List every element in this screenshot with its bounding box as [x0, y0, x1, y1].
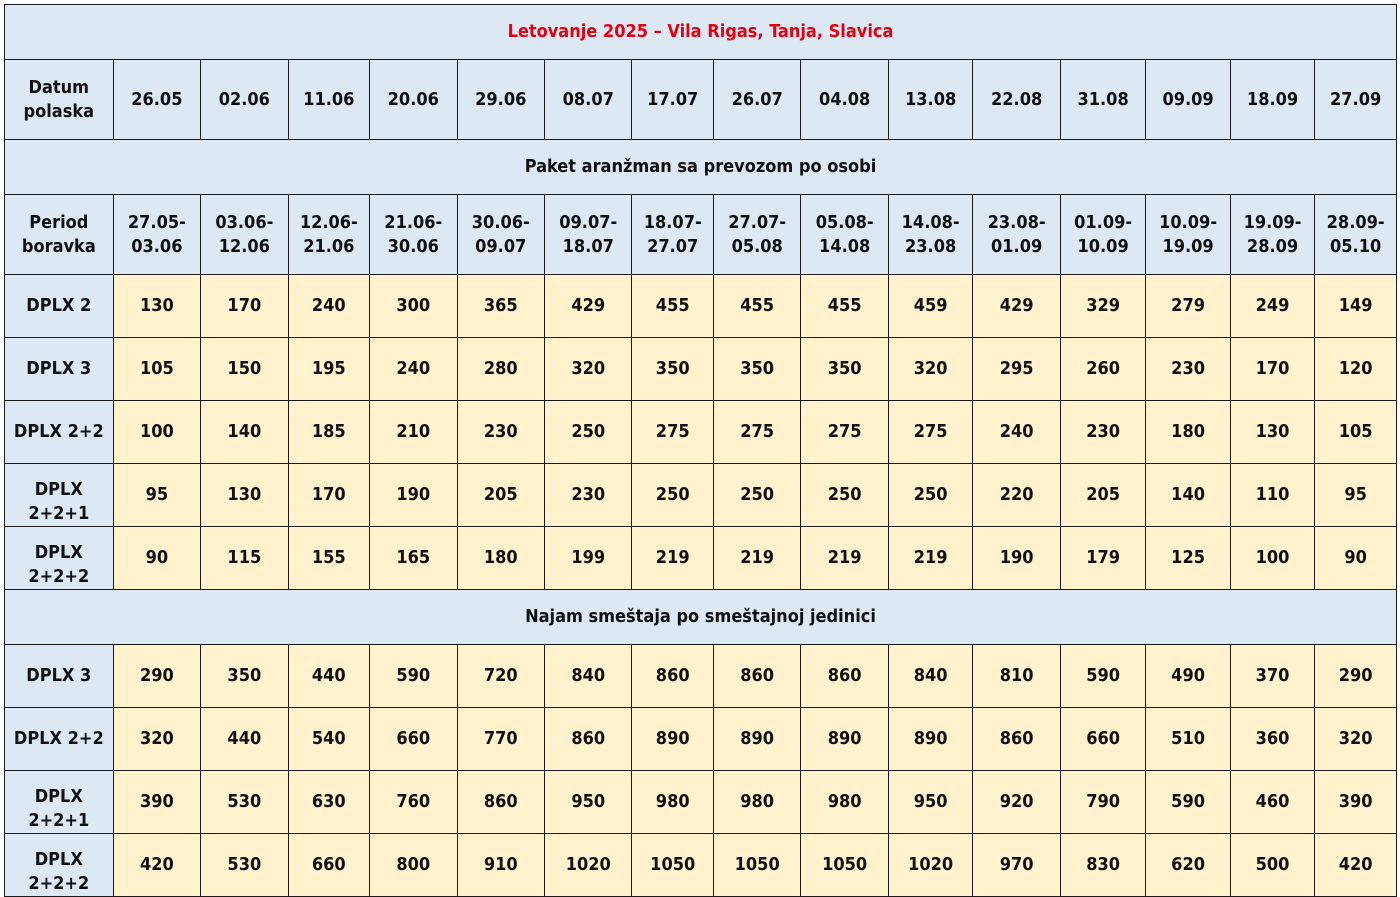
price-cell: 420 — [1315, 834, 1397, 897]
row-label — [5, 527, 114, 590]
price-cell: 860 — [801, 645, 888, 708]
price-cell: 390 — [1315, 771, 1397, 834]
price-cell: 219 — [801, 527, 888, 590]
price-cell: 250 — [545, 401, 632, 464]
package-row — [5, 401, 1397, 464]
price-cell: 800 — [370, 834, 457, 897]
period-label: Period boravka — [5, 195, 114, 275]
row-label-text: DPLX 2+2+2 — [28, 542, 90, 587]
price-cell: 590 — [370, 645, 457, 708]
price-cell: 540 — [288, 708, 369, 771]
price-cell: 250 — [888, 464, 972, 527]
price-cell: 970 — [973, 834, 1060, 897]
price-cell: 110 — [1230, 464, 1314, 527]
price-cell: 205 — [457, 464, 544, 527]
price-cell: 890 — [888, 708, 972, 771]
price-cell: 190 — [370, 464, 457, 527]
period-range-cell: 14.08- 23.08 — [888, 195, 972, 275]
price-cell: 455 — [632, 275, 713, 338]
price-cell: 320 — [113, 708, 200, 771]
price-cell: 219 — [888, 527, 972, 590]
section-rental-row — [5, 590, 1397, 645]
price-cell: 320 — [1315, 708, 1397, 771]
price-cell: 350 — [632, 338, 713, 401]
price-cell: 760 — [370, 771, 457, 834]
price-cell: 890 — [801, 708, 888, 771]
price-cell: 300 — [370, 275, 457, 338]
price-cell: 95 — [113, 464, 200, 527]
price-cell: 230 — [1146, 338, 1230, 401]
period-range-cell: 27.05- 03.06 — [113, 195, 200, 275]
price-cell: 279 — [1146, 275, 1230, 338]
price-cell: 130 — [113, 275, 200, 338]
section-package-title: Paket aranžman sa prevozom po osobi — [5, 140, 1397, 195]
price-cell: 280 — [457, 338, 544, 401]
row-label — [5, 834, 114, 897]
price-cell: 199 — [545, 527, 632, 590]
price-cell: 350 — [801, 338, 888, 401]
price-cell: 179 — [1060, 527, 1145, 590]
row-label-text: DPLX 3 — [26, 665, 92, 686]
price-cell: 155 — [288, 527, 369, 590]
section-package-row — [5, 140, 1397, 195]
price-cell: 249 — [1230, 275, 1314, 338]
section-rental-title: Najam smeštaja po smeštajnoj jedinici — [5, 590, 1397, 645]
price-cell: 230 — [1060, 401, 1145, 464]
price-cell: 1050 — [632, 834, 713, 897]
price-cell: 120 — [1315, 338, 1397, 401]
price-cell: 830 — [1060, 834, 1145, 897]
price-cell: 860 — [713, 645, 800, 708]
price-cell: 140 — [1146, 464, 1230, 527]
price-cell: 105 — [1315, 401, 1397, 464]
price-cell: 950 — [545, 771, 632, 834]
package-row — [5, 275, 1397, 338]
price-cell: 250 — [632, 464, 713, 527]
price-cell: 90 — [113, 527, 200, 590]
price-cell: 390 — [113, 771, 200, 834]
departure-date-cell: 09.09 — [1146, 60, 1230, 140]
period-range-cell: 18.07- 27.07 — [632, 195, 713, 275]
price-cell: 190 — [973, 527, 1060, 590]
price-cell: 180 — [457, 527, 544, 590]
departure-date-cell: 26.05 — [113, 60, 200, 140]
price-cell: 860 — [545, 708, 632, 771]
price-cell: 290 — [113, 645, 200, 708]
price-cell: 219 — [632, 527, 713, 590]
price-cell: 350 — [201, 645, 288, 708]
price-cell: 205 — [1060, 464, 1145, 527]
price-cell: 115 — [201, 527, 288, 590]
price-cell: 440 — [201, 708, 288, 771]
price-cell: 1050 — [713, 834, 800, 897]
price-cell: 140 — [201, 401, 288, 464]
package-row — [5, 338, 1397, 401]
price-cell: 165 — [370, 527, 457, 590]
price-cell: 980 — [801, 771, 888, 834]
period-range-cell: 12.06- 21.06 — [288, 195, 369, 275]
departure-date-cell: 11.06 — [288, 60, 369, 140]
price-cell: 455 — [801, 275, 888, 338]
price-cell: 890 — [713, 708, 800, 771]
price-cell: 250 — [713, 464, 800, 527]
period-row — [5, 195, 1397, 275]
departure-date-cell: 04.08 — [801, 60, 888, 140]
departure-date-cell: 18.09 — [1230, 60, 1314, 140]
price-cell: 230 — [457, 401, 544, 464]
price-cell: 240 — [370, 338, 457, 401]
price-cell: 980 — [713, 771, 800, 834]
price-cell: 770 — [457, 708, 544, 771]
price-cell: 185 — [288, 401, 369, 464]
departure-date-cell: 31.08 — [1060, 60, 1145, 140]
price-cell: 810 — [973, 645, 1060, 708]
price-cell: 365 — [457, 275, 544, 338]
price-cell: 840 — [888, 645, 972, 708]
price-cell: 910 — [457, 834, 544, 897]
price-cell: 860 — [632, 645, 713, 708]
price-cell: 320 — [888, 338, 972, 401]
period-range-cell: 10.09- 19.09 — [1146, 195, 1230, 275]
departure-date-cell: 08.07 — [545, 60, 632, 140]
table-title: Letovanje 2025 – Vila Rigas, Tanja, Slavica — [5, 5, 1397, 60]
period-range-cell: 30.06- 09.07 — [457, 195, 544, 275]
departure-date-cell: 29.06 — [457, 60, 544, 140]
price-cell: 275 — [801, 401, 888, 464]
price-cell: 220 — [973, 464, 1060, 527]
price-cell: 230 — [545, 464, 632, 527]
price-cell: 590 — [1146, 771, 1230, 834]
price-cell: 455 — [713, 275, 800, 338]
price-cell: 180 — [1146, 401, 1230, 464]
price-cell: 195 — [288, 338, 369, 401]
row-label — [5, 275, 114, 338]
row-label-text: DPLX 2+2 — [13, 421, 104, 442]
price-cell: 170 — [201, 275, 288, 338]
period-range-cell: 03.06- 12.06 — [201, 195, 288, 275]
price-cell: 100 — [113, 401, 200, 464]
row-label-text: DPLX 2+2+1 — [28, 479, 90, 524]
period-range-cell: 21.06- 30.06 — [370, 195, 457, 275]
rental-row — [5, 645, 1397, 708]
price-cell: 219 — [713, 527, 800, 590]
row-label-text: DPLX 2 — [26, 295, 92, 316]
price-cell: 95 — [1315, 464, 1397, 527]
rental-row — [5, 834, 1397, 897]
price-cell: 350 — [713, 338, 800, 401]
price-cell: 460 — [1230, 771, 1314, 834]
price-cell: 275 — [632, 401, 713, 464]
price-cell: 440 — [288, 645, 369, 708]
row-label — [5, 338, 114, 401]
price-cell: 105 — [113, 338, 200, 401]
period-range-cell: 01.09- 10.09 — [1060, 195, 1145, 275]
price-cell: 429 — [973, 275, 1060, 338]
price-cell: 860 — [973, 708, 1060, 771]
price-cell: 590 — [1060, 645, 1145, 708]
row-label-text: DPLX 2+2+2 — [28, 849, 90, 894]
departure-date-cell: 13.08 — [888, 60, 972, 140]
price-cell: 360 — [1230, 708, 1314, 771]
price-cell: 240 — [288, 275, 369, 338]
price-cell: 295 — [973, 338, 1060, 401]
departure-row — [5, 60, 1397, 140]
rental-row — [5, 771, 1397, 834]
row-label — [5, 771, 114, 834]
row-label — [5, 464, 114, 527]
period-range-cell: 09.07- 18.07 — [545, 195, 632, 275]
price-cell: 920 — [973, 771, 1060, 834]
price-cell: 90 — [1315, 527, 1397, 590]
departure-date-cell: 02.06 — [201, 60, 288, 140]
price-cell: 260 — [1060, 338, 1145, 401]
price-cell: 290 — [1315, 645, 1397, 708]
price-cell: 950 — [888, 771, 972, 834]
rental-row — [5, 708, 1397, 771]
price-table — [4, 4, 1397, 897]
price-cell: 329 — [1060, 275, 1145, 338]
price-cell: 170 — [1230, 338, 1314, 401]
price-cell: 1020 — [545, 834, 632, 897]
price-cell: 660 — [370, 708, 457, 771]
price-cell: 250 — [801, 464, 888, 527]
price-cell: 530 — [201, 771, 288, 834]
period-range-cell: 19.09- 28.09 — [1230, 195, 1314, 275]
departure-date-cell: 17.07 — [632, 60, 713, 140]
price-cell: 660 — [1060, 708, 1145, 771]
departure-label: Datum polaska — [5, 60, 114, 140]
departure-date-cell: 27.09 — [1315, 60, 1397, 140]
price-cell: 420 — [113, 834, 200, 897]
price-cell: 660 — [288, 834, 369, 897]
price-cell: 149 — [1315, 275, 1397, 338]
row-label-text: DPLX 3 — [26, 358, 92, 379]
price-cell: 620 — [1146, 834, 1230, 897]
price-cell: 790 — [1060, 771, 1145, 834]
price-cell: 890 — [632, 708, 713, 771]
price-cell: 275 — [713, 401, 800, 464]
price-cell: 125 — [1146, 527, 1230, 590]
price-cell: 1020 — [888, 834, 972, 897]
title-row — [5, 5, 1397, 60]
price-cell: 170 — [288, 464, 369, 527]
row-label — [5, 708, 114, 771]
price-cell: 720 — [457, 645, 544, 708]
price-cell: 100 — [1230, 527, 1314, 590]
row-label — [5, 645, 114, 708]
price-cell: 530 — [201, 834, 288, 897]
period-range-cell: 05.08- 14.08 — [801, 195, 888, 275]
price-cell: 490 — [1146, 645, 1230, 708]
price-cell: 210 — [370, 401, 457, 464]
period-range-cell: 27.07- 05.08 — [713, 195, 800, 275]
period-range-cell: 23.08- 01.09 — [973, 195, 1060, 275]
departure-date-cell: 20.06 — [370, 60, 457, 140]
price-cell: 840 — [545, 645, 632, 708]
price-cell: 275 — [888, 401, 972, 464]
price-cell: 980 — [632, 771, 713, 834]
price-cell: 510 — [1146, 708, 1230, 771]
departure-date-cell: 22.08 — [973, 60, 1060, 140]
price-cell: 500 — [1230, 834, 1314, 897]
price-cell: 370 — [1230, 645, 1314, 708]
price-cell: 130 — [1230, 401, 1314, 464]
departure-date-cell: 26.07 — [713, 60, 800, 140]
price-cell: 429 — [545, 275, 632, 338]
row-label-text: DPLX 2+2+1 — [28, 786, 90, 831]
price-cell: 630 — [288, 771, 369, 834]
period-range-cell: 28.09- 05.10 — [1315, 195, 1397, 275]
price-cell: 860 — [457, 771, 544, 834]
package-row — [5, 464, 1397, 527]
price-cell: 1050 — [801, 834, 888, 897]
package-row — [5, 527, 1397, 590]
price-cell: 240 — [973, 401, 1060, 464]
price-cell: 320 — [545, 338, 632, 401]
price-cell: 130 — [201, 464, 288, 527]
row-label — [5, 401, 114, 464]
price-cell: 459 — [888, 275, 972, 338]
price-cell: 150 — [201, 338, 288, 401]
row-label-text: DPLX 2+2 — [13, 728, 104, 749]
